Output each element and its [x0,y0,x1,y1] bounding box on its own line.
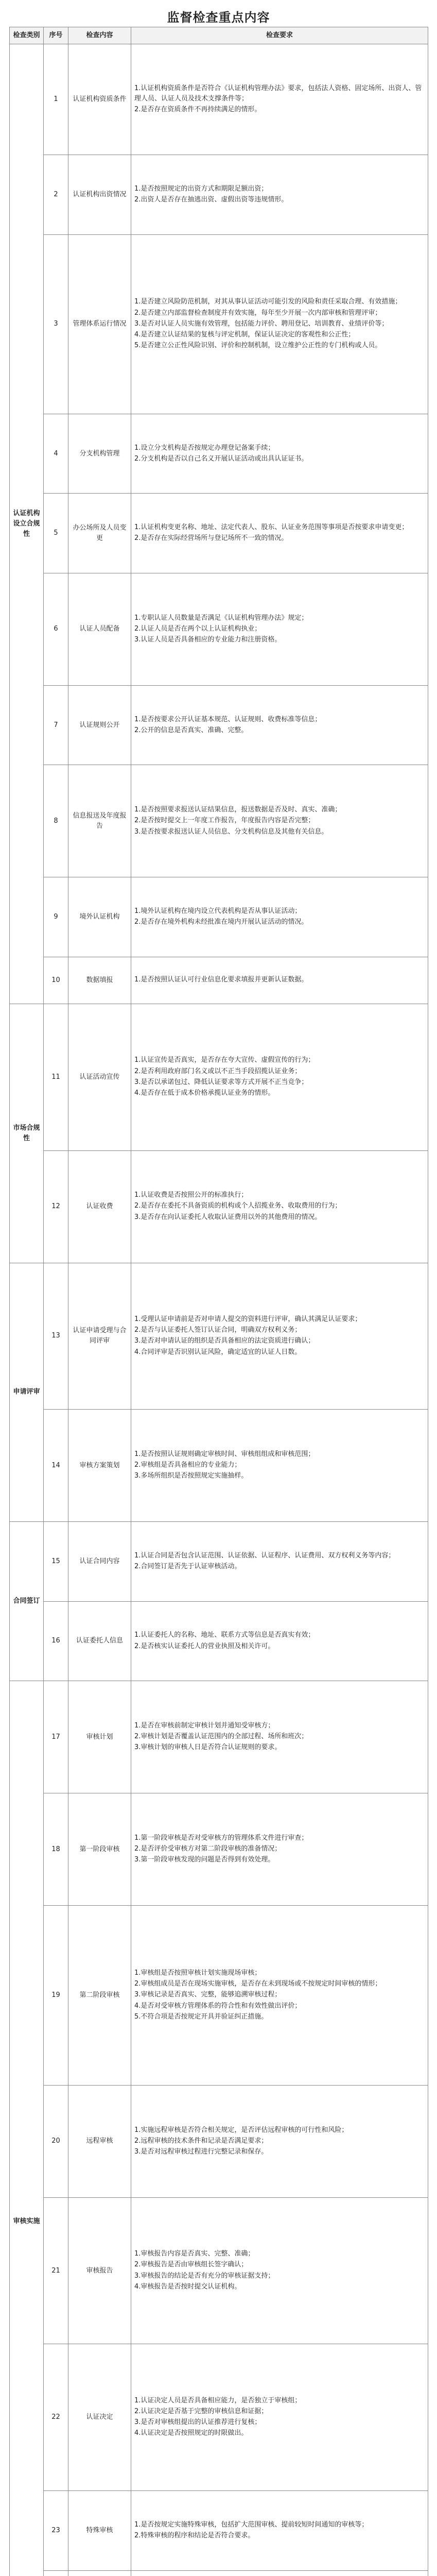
requirement-line: 1.认证机构资质条件是否符合《认证机构管理办法》要求，包括法人资格、固定场所、出资人、管理人员、认证人员及技术支撑条件等； [134,84,422,103]
row-number: 3 [44,234,68,414]
requirement-line: 1.是否按要求公开认证基本规范、认证规则、收费标准等信息； [134,715,322,723]
requirement-cell [131,573,428,685]
table-row [10,765,428,877]
requirement-cell [131,685,428,765]
requirement-cell [131,2085,428,2197]
table-row [10,877,428,957]
requirement-line: 3.是否以承诺包过、降低认证要求等方式开展不正当竞争； [134,1078,308,1086]
table-header-row [10,27,428,44]
requirement-line: 1.审核报告内容是否真实、完整、准确； [134,2250,255,2258]
inspection-item: 认证申请受理与合同评审 [68,1263,131,1410]
table-row [10,685,428,765]
row-number: 1 [44,44,68,155]
requirement-line: 3.是否按要求报送认证人员信息、分支机构信息及其他有关信息。 [134,827,328,836]
table-row [10,414,428,493]
row-number: 7 [44,685,68,765]
requirement-line: 1.认证决定人员是否具备相应能力，是否独立于审核组； [134,2397,302,2405]
requirement-line: 2.是否存在委托不具备资质的机构或个人招揽业务、收取费用的行为； [134,1202,342,1210]
requirement-cell [131,765,428,877]
inspection-item: 信息报送及年度报告 [68,765,131,877]
requirement-cell [131,1681,428,1793]
row-number: 5 [44,494,68,573]
inspection-item: 认证活动宣传 [68,1004,131,1150]
header-item: 检查内容 [68,27,131,44]
table-row [10,494,428,573]
table-row [10,1681,428,1793]
row-number: 14 [44,1410,68,1522]
row-number: 11 [44,1004,68,1150]
requirement-line: 2.是否评价受审核方对第二阶段审核的准备情况； [134,1845,282,1853]
table-row [10,2570,428,2576]
requirement-cell [131,2197,428,2344]
row-number: 13 [44,1263,68,1410]
requirement-cell [131,44,428,155]
row-number: 18 [44,1793,68,1906]
table-row [10,957,428,1004]
requirement-line: 2.是否与认证委托人签订认证合同，明确双方权利义务； [134,1326,302,1334]
requirement-line: 1.认证机构变更名称、地址、法定代表人、股东、认证业务范围等事项是否按要求申请变更； [134,523,409,532]
requirement-line: 3.审核记录是否真实、完整，能够追溯审核过程； [134,1991,282,1999]
requirement-line: 2.审核报告是否由审核组长签字确认； [134,2261,248,2269]
table-row [10,234,428,414]
inspection-item: 审核报告 [68,2197,131,2344]
requirement-cell [131,2344,428,2491]
requirement-cell [131,1601,428,1681]
row-number: 21 [44,2197,68,2344]
inspection-item: 境外认证机构 [68,877,131,957]
inspection-item: 审核计划 [68,1681,131,1793]
table-row [10,1906,428,2085]
inspection-item: 认证机构出资情况 [68,155,131,234]
row-number: 2 [44,155,68,234]
requirement-line: 1.是否在审核前制定审核计划并通知受审核方； [134,1722,275,1730]
table-row [10,1522,428,1601]
requirement-line: 3.审核计划的审核人日是否符合认证规则的要求。 [134,1743,282,1752]
inspection-item: 第二阶段审核 [68,1906,131,2085]
requirement-line: 5.是否建立公正性风险识别、评价和控制机制，设立维护公正性的专门机构或人员。 [134,342,382,349]
table-row [10,1410,428,1522]
row-number: 15 [44,1522,68,1601]
requirement-line: 1.认证合同是否包含认证范围、认证依据、认证程序、认证费用、双方权利义务等内容； [134,1551,395,1560]
requirement-line: 3.是否对审核组提出的认证推荐进行复核； [134,2418,261,2427]
row-number: 8 [44,765,68,877]
requirement-line: 2.是否存在境外机构未经批准在境内开展认证活动的情况。 [134,918,308,926]
table-row [10,1263,428,1410]
requirement-line: 2.是否建立内部监督检查制度并有效实施，每年至少开展一次内部审核和管理评审； [134,309,382,317]
requirement-cell [131,234,428,414]
requirement-line: 3.是否对申请认证的组织是否具备相应的法定资质进行确认； [134,1337,315,1345]
row-number: 22 [44,2344,68,2491]
requirement-cell [131,1150,428,1263]
row-number: 16 [44,1601,68,1681]
inspection-item: 分支机构管理 [68,414,131,493]
requirement-line: 2.审核计划是否覆盖认证范围内的全部过程、场所和班次； [134,1733,308,1741]
requirement-line: 2.合同签订是否先于认证审核活动。 [134,1563,241,1571]
requirement-cell [131,957,428,1004]
inspection-item: 数据填报 [68,957,131,1004]
table-row [10,573,428,685]
inspection-item: 认证人员配备 [68,573,131,685]
requirement-line: 2.远程审核的技术条件和记录是否满足要求； [134,2137,268,2145]
category-cell: 认证机构设立合规性 [10,44,44,1004]
category-cell: 审核实施 [10,1681,44,2576]
requirement-line: 2.特殊审核的程序和结论是否符合要求。 [134,2531,255,2539]
row-number: 10 [44,957,68,1004]
requirement-cell [131,877,428,957]
requirement-cell [131,1410,428,1522]
requirement-line: 2.认证人员是否在两个以上认证机构执业； [134,624,261,633]
requirement-cell [131,2570,428,2576]
table-row [10,2491,428,2570]
row-number: 20 [44,2085,68,2197]
requirement-line: 4.合同评审是否识别认证风险，确定适宜的认证人日数。 [134,1348,302,1356]
category-cell: 合同签订 [10,1522,44,1681]
inspection-item: 认证决定 [68,2344,131,2491]
requirement-line: 4.是否建立认证结果的复核与评定机制，保证认证决定的客观性和公正性； [134,330,355,338]
inspection-item: 远程审核 [68,2085,131,2197]
requirement-line: 1.认证收费是否按照公开的标准执行； [134,1191,248,1199]
requirement-line: 1.是否按照规定的出资方式和期限足额出资； [134,184,268,193]
inspection-table [9,27,428,2576]
category-cell: 市场合规性 [10,1004,44,1263]
table-row [10,1793,428,1906]
requirement-line: 4.审核报告是否按时提交认证机构。 [134,2282,241,2291]
requirement-line: 2.是否按时提交上一年度工作报告，年度报告内容是否完整； [134,817,315,825]
requirement-line: 4.是否存在低于成本价格承揽认证业务的情形。 [134,1089,275,1097]
inspection-item: 认证委托人信息 [68,1601,131,1681]
inspection-item: 特殊审核 [68,2491,131,2570]
requirement-line: 2.出资人是否存在抽逃出资、虚假出资等违规情形。 [134,195,288,204]
requirement-line: 1.是否建立风险防范机制，对其从事认证活动可能引发的风险和责任采取合理、有效措施； [134,298,402,306]
requirement-line: 3.多场所组织是否按照规定实施抽样。 [134,1472,248,1480]
header-number: 序号 [44,27,68,44]
requirement-line: 2.分支机构是否以自己名义开展认证活动或出具认证证书。 [134,454,308,463]
requirement-cell [131,155,428,234]
table-row [10,2085,428,2197]
inspection-item: 认证合同内容 [68,1522,131,1601]
inspection-item: 办公场所及人员变更 [68,494,131,573]
inspection-item: 认证收费 [68,1150,131,1263]
row-number: 4 [44,414,68,493]
requirement-line: 2.是否存在资质条件不再持续满足的情形。 [134,106,261,114]
table-row [10,1601,428,1681]
inspection-item: 审核方案策划 [68,1410,131,1522]
row-number: 12 [44,1150,68,1263]
inspection-item: 第一阶段审核 [68,1793,131,1906]
requirement-line: 2.公开的信息是否真实、准确、完整。 [134,726,248,734]
table-body [10,44,428,2576]
requirement-line: 1.是否按照认证认可行业信息化要求填报并更新认证数据。 [134,976,308,984]
row-number: 17 [44,1681,68,1793]
requirement-line: 3.是否存在向认证委托人收取认证费用以外的其他费用的情况。 [134,1213,322,1221]
row-number: 19 [44,1906,68,2085]
requirement-line: 3.审核报告的结论是否有充分的审核证据支持； [134,2272,275,2280]
requirement-line: 1.认证宣传是否真实，是否存在夸大宣传、虚假宣传的行为； [134,1056,315,1064]
requirement-line: 1.是否按照要求报送认证结果信息，报送数据是否及时、真实、准确； [134,806,342,814]
row-number [44,2570,68,2576]
table-row [10,155,428,234]
requirement-line: 1.境外认证机构在境内设立代表机构是否从事认证活动； [134,907,302,916]
table-row [10,1004,428,1150]
requirement-line: 2.是否存在实际经营场所与登记场所不一致的情况。 [134,534,288,543]
requirement-line: 1.是否按规定实施特殊审核，包括扩大范围审核、提前较短时间通知的审核等； [134,2520,369,2529]
requirement-cell [131,1263,428,1410]
category-cell: 申请评审 [10,1263,44,1522]
requirement-line: 2.审核组是否具备相应的专业能力； [134,1461,241,1469]
requirement-line: 1.认证委托人的名称、地址、联系方式等信息是否真实有效； [134,1631,315,1639]
requirement-line: 4.认证决定是否按照规定的时限做出。 [134,2429,248,2437]
requirement-line: 4.是否对受审核方管理体系的符合性和有效性做出评价； [134,2002,302,2010]
table-row [10,2344,428,2491]
requirement-line: 3.是否对远程审核过程进行完整记录和保存。 [134,2147,268,2156]
inspection-item: 认证机构资质条件 [68,44,131,155]
requirement-line: 3.第一阶段审核发现的问题是否得到有效处理。 [134,1856,275,1864]
requirement-cell [131,1522,428,1601]
header-requirement: 检查要求 [131,27,428,44]
requirement-line: 1.审核组是否按照审核计划实施现场审核； [134,1969,261,1977]
table-row [10,1150,428,1263]
requirement-line: 1.专职认证人员数量是否满足《认证机构管理办法》规定； [134,614,308,622]
requirement-cell [131,2491,428,2570]
requirement-line: 3.认证人员是否具备相应的专业能力和注册资格。 [134,635,282,643]
inspection-item: 管理体系运行情况 [68,234,131,414]
requirement-line: 5.不符合项是否按规定开具并验证纠正措施。 [134,2012,268,2021]
requirement-cell [131,414,428,493]
requirement-line: 2.认证决定是否基于完整的审核信息和证据； [134,2408,268,2416]
requirement-line: 2.是否利用政府部门名义或以不正当手段招揽认证业务； [134,1067,302,1075]
requirement-line: 2.审核组成员是否在现场实施审核，是否存在未到现场或不按规定时间审核的情形； [134,1980,382,1988]
requirement-cell [131,1906,428,2085]
requirement-line: 1.设立分支机构是否按规定办理登记备案手续； [134,444,275,452]
table-row [10,44,428,155]
requirement-cell [131,494,428,573]
row-number: 6 [44,573,68,685]
requirement-cell [131,1004,428,1150]
page-title: 监督检查重点内容 [167,10,270,25]
inspection-item: 认证规则公开 [68,685,131,765]
requirement-line: 3.是否对认证人员实施有效管理，包括能力评价、聘用登记、培训教育、业绩评价等； [134,319,389,328]
requirement-cell [131,1793,428,1906]
requirement-line: 1.受理认证申请前是否对申请人提交的资料进行评审，确认其满足认证要求； [134,1315,362,1324]
row-number: 23 [44,2491,68,2570]
requirement-line: 1.是否按照认证规则确定审核时间、审核组组成和审核范围； [134,1450,315,1459]
requirement-line: 1.第一阶段审核是否对受审核方的管理体系文件进行审查； [134,1834,308,1842]
inspection-item [68,2570,131,2576]
requirement-line: 2.是否核实认证委托人的营业执照及相关许可。 [134,1642,275,1650]
requirement-line: 1.实施远程审核是否符合相关规定，是否评估远程审核的可行性和风险； [134,2126,348,2134]
table-row [10,2197,428,2344]
row-number: 9 [44,877,68,957]
header-category: 检查类别 [10,27,44,44]
